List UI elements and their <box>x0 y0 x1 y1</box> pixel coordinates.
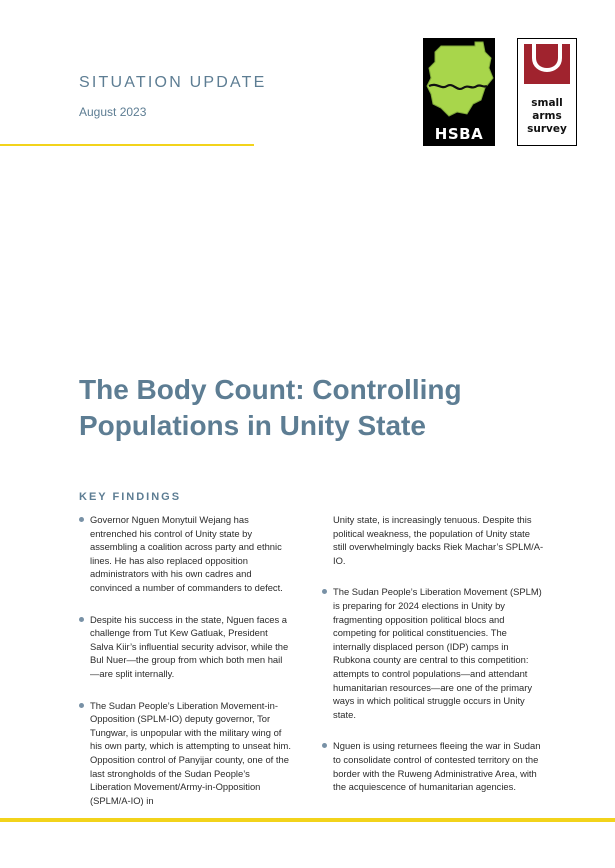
finding-text: The Sudan People’s Liberation Movement-in-Opposition (SPLM-IO) deputy governor, Tor Tungwar, is unpopular with the military wing of his own party, which is attempting to unseat him. Opposition control of Panyijar county, one of the last strongholds of the Sudan People’s Liberation Movement/Army-in-Opposition (SPLM/A-IO) in <box>90 699 291 806</box>
finding-text: Nguen is using returnees fleeing the war in Sudan to consolidate control of contested territory on the border with the Ruweng Administrative Area, with the acquiescence of humanitarian agencies. <box>333 740 541 793</box>
finding-text: Governor Nguen Monytuil Wejang has entrenched his control of Unity state by assembling a coalition across party and ethnic lines. He has also replaced opposition administrators with his own cadres and convinced a number of commanders to defect. <box>90 514 283 593</box>
bullet-icon <box>79 617 84 622</box>
finding-continuation: Unity state, is increasingly tenuous. Despite this political weakness, the population of Unity state still overwhelmingly backs Riek Machar’s SPLM/A-IO. <box>333 514 544 566</box>
finding-text: The Sudan People’s Liberation Movement (SPLM) is preparing for 2024 elections in Unity by fragmenting opposition political blocs and competing for political constituencies. The internally displaced person (IDP) camps in Rubkona county are central to this competition: attempts to control populations—and attendant humanitarian resources—are one of the primary ways in which political struggle occurs in Unity state. <box>333 586 542 720</box>
finding-item <box>79 699 291 808</box>
finding-item <box>322 585 544 721</box>
sas-line-arms: arms <box>532 110 562 122</box>
sas-emblem-icon <box>524 44 570 88</box>
page-title <box>79 372 529 444</box>
finding-item <box>322 739 544 793</box>
key-findings-heading: KEY FINDINGS <box>79 491 182 503</box>
bullet-icon <box>79 703 84 708</box>
bullet-icon <box>79 517 84 522</box>
sudan-map-icon <box>423 38 495 124</box>
sas-line-survey: survey <box>527 123 567 135</box>
title-line-1: The Body Count: Controlling <box>79 374 462 405</box>
sas-logo-text <box>518 97 576 136</box>
title-line-2: Populations in Unity State <box>79 410 426 441</box>
bullet-icon <box>322 743 327 748</box>
finding-item <box>79 613 291 681</box>
hsba-logo-text: HSBA <box>434 125 484 143</box>
small-arms-survey-logo <box>517 38 577 146</box>
finding-text: Despite his success in the state, Nguen faces a challenge from Tut Kew Gatluak, President Salva Kiir’s influential security advisor, while the Bul Nuer—the group from which both men hail—are split internally. <box>90 613 289 679</box>
key-findings-right-column <box>322 513 544 812</box>
publication-date: August 2023 <box>79 105 147 119</box>
bullet-icon <box>322 589 327 594</box>
key-findings-left-column <box>79 513 291 825</box>
footer-rule <box>0 818 615 822</box>
situation-update-kicker: SITUATION UPDATE <box>79 74 267 91</box>
finding-item <box>79 513 291 595</box>
header-rule <box>0 144 254 146</box>
hsba-logo <box>423 38 495 146</box>
sas-line-small: small <box>531 97 563 109</box>
